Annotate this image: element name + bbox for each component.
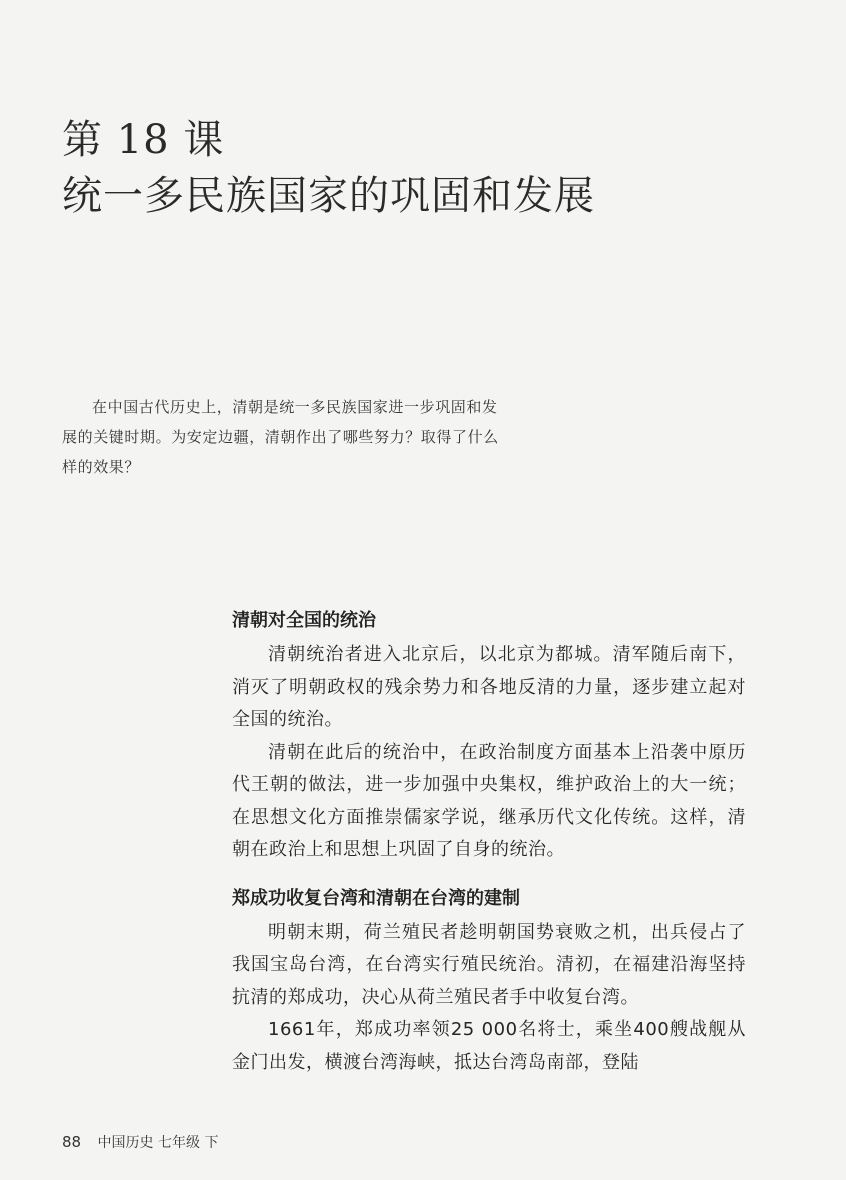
lesson-number: 第 18 课	[62, 117, 225, 163]
paragraph: 明朝末期，荷兰殖民者趁明朝国势衰败之机，出兵侵占了我国宝岛台湾，在台湾实行殖民统治。清初，在福建沿海坚持抗清的郑成功，决心从荷兰殖民者手中收复台湾。	[232, 921, 746, 1008]
page-footer	[62, 1132, 218, 1152]
page-number: 88	[62, 1133, 82, 1151]
intro-question	[62, 392, 502, 482]
lesson-title: 统一多民族国家的巩固和发展	[62, 173, 595, 219]
book-title: 中国历史 七年级 下	[97, 1135, 219, 1151]
section-heading: 郑成功收复台湾和清朝在台湾的建制	[232, 887, 520, 909]
intro-text: 在中国古代历史上，清朝是统一多民族国家进一步巩固和发展的关键时期。为安定边疆，清朝作出了哪些努力？取得了什么样的效果？	[62, 398, 499, 476]
section-heading: 清朝对全国的统治	[232, 610, 376, 631]
paragraph: 清朝在此后的统治中，在政治制度方面基本上沿袭中原历代王朝的做法，进一步加强中央集权，维护政治上的大一统；在思想文化方面推崇儒家学说，继承历代文化传统。这样，清朝在政治上和思想上巩固了自身的统治。	[232, 741, 746, 860]
main-content	[232, 605, 746, 1079]
paragraph: 清朝统治者进入北京后，以北京为都城。清军随后南下，消灭了明朝政权的残余势力和各地反清的力量，逐步建立起对全国的统治。	[232, 644, 746, 730]
paragraph: 1661年，郑成功率领25 000名将士，乘坐400艘战舰从金门出发，横渡台湾海峡，抵达台湾岛南部，登陆	[232, 1019, 746, 1073]
